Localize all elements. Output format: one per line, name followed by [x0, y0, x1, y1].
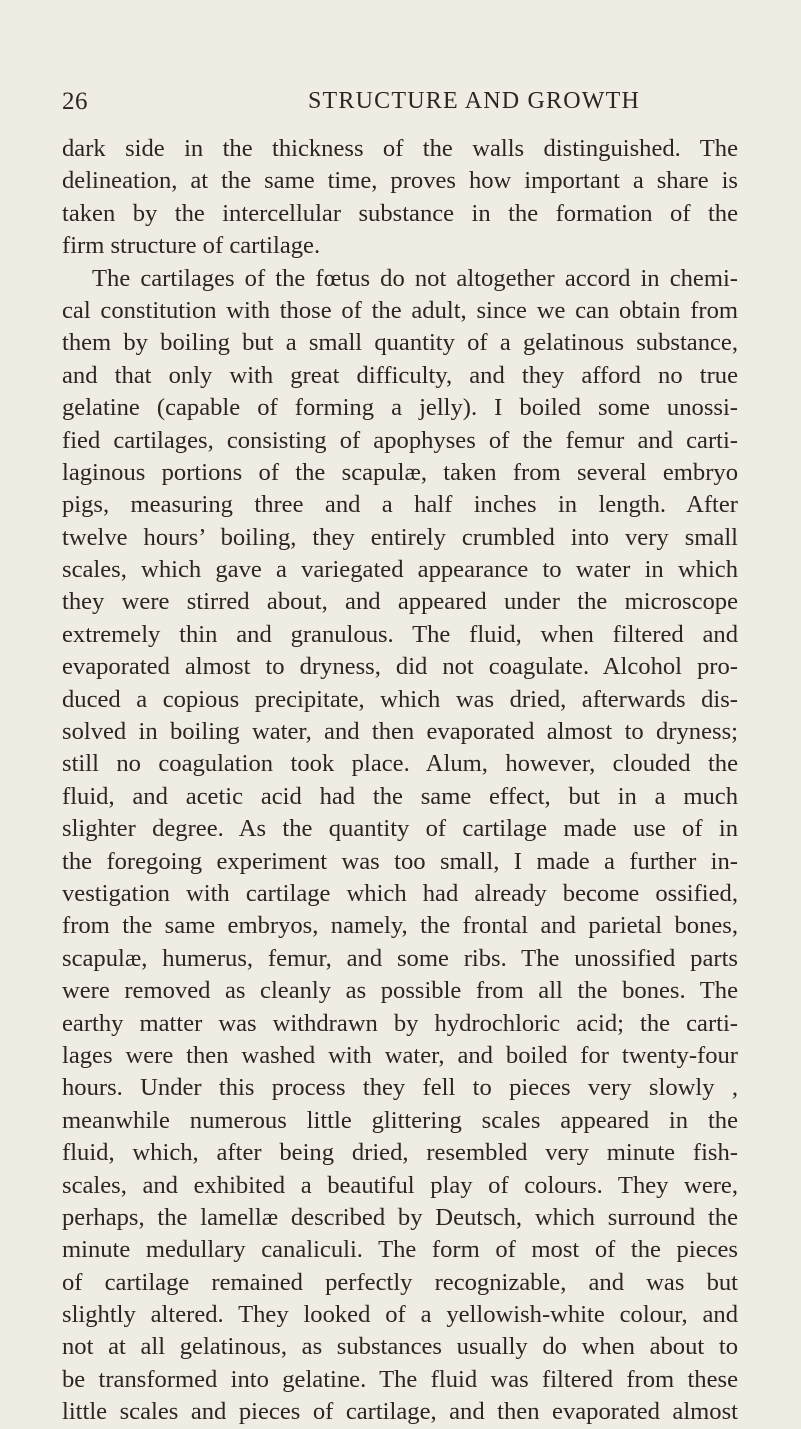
text-line: earthy matter was withdrawn by hydrochloric acid; the carti- — [62, 1009, 738, 1037]
text-line: from the same embryos, namely, the frontal and parietal bones, — [62, 912, 738, 940]
text-line: duced a copious precipitate, which was dried, afterwards dis- — [62, 685, 738, 713]
text-line: fied cartilages, consisting of apophyses of the femur and carti- — [62, 426, 738, 454]
text-line: little scales and pieces of cartilage, and then evaporated almost — [62, 1398, 738, 1426]
text-line: not at all gelatinous, as substances usually do when about to — [62, 1333, 738, 1361]
text-line: lages were then washed with water, and boiled for twenty-four — [62, 1041, 738, 1069]
text-line: dark side in the thickness of the walls distinguished. The — [62, 135, 738, 162]
text-line: scales, which gave a variegated appearance to water in which — [62, 556, 738, 584]
text-line: scapulæ, humerus, femur, and some ribs. The unossified parts — [62, 944, 738, 972]
text-line: meanwhile numerous little glittering scales appeared in the — [62, 1106, 738, 1134]
text-line: fluid, and acetic acid had the same effect, but in a much — [62, 782, 738, 810]
text-line: them by boiling but a small quantity of a gelatinous substance, — [62, 329, 738, 357]
running-head: STRUCTURE AND GROWTH — [308, 88, 641, 114]
text-line: The cartilages of the fœtus do not altogether accord in chemi- — [92, 264, 738, 292]
text-line: slighter degree. As the quantity of cartilage made use of in — [62, 815, 738, 843]
text-line: be transformed into gelatine. The fluid was filtered from these — [62, 1365, 738, 1393]
text-line: vestigation with cartilage which had already become ossified, — [62, 879, 738, 907]
text-line: fluid, which, after being dried, resembled very minute fish- — [62, 1139, 738, 1167]
text-line: scales, and exhibited a beautiful play of colours. They were, — [62, 1171, 738, 1199]
text-line: extremely thin and granulous. The fluid, when filtered and — [62, 620, 738, 648]
text-line: hours. Under this process they fell to pieces very slowly , — [62, 1074, 738, 1102]
text-line: gelatine (capable of forming a jelly). I boiled some unossi- — [62, 394, 738, 422]
text-line: and that only with great difficulty, and they afford no true — [62, 361, 738, 389]
text-line: slightly altered. They looked of a yellowish-white colour, and — [62, 1301, 738, 1329]
text-line: evaporated almost to dryness, did not coagulate. Alcohol pro- — [62, 653, 738, 681]
page-header — [60, 88, 740, 118]
text-line: the foregoing experiment was too small, I made a further in- — [62, 847, 738, 875]
text-line: cal constitution with those of the adult, since we can obtain from — [62, 296, 738, 324]
page-number: 26 — [62, 88, 88, 115]
text-line: laginous portions of the scapulæ, taken from several embryo — [62, 458, 738, 486]
text-line: twelve hours’ boiling, they entirely crumbled into very small — [62, 523, 738, 551]
text-line: solved in boiling water, and then evaporated almost to dryness; — [62, 718, 738, 746]
text-line: pigs, measuring three and a half inches in length. After — [62, 491, 738, 519]
text-line: still no coagulation took place. Alum, however, clouded the — [62, 750, 738, 778]
text-line: of cartilage remained perfectly recognizable, and was but — [62, 1268, 738, 1296]
text-line: delineation, at the same time, proves how important a share is — [62, 167, 738, 195]
text-line: were removed as cleanly as possible from all the bones. The — [62, 977, 738, 1005]
text-line: minute medullary canaliculi. The form of most of the pieces — [62, 1236, 738, 1264]
text-line: taken by the intercellular substance in the formation of the — [62, 199, 738, 227]
body-text — [62, 133, 738, 1429]
text-line: perhaps, the lamellæ described by Deutsch, which surround the — [62, 1203, 738, 1231]
text-line: they were stirred about, and appeared under the microscope — [62, 588, 738, 616]
text-line: firm structure of cartilage. — [62, 232, 321, 260]
